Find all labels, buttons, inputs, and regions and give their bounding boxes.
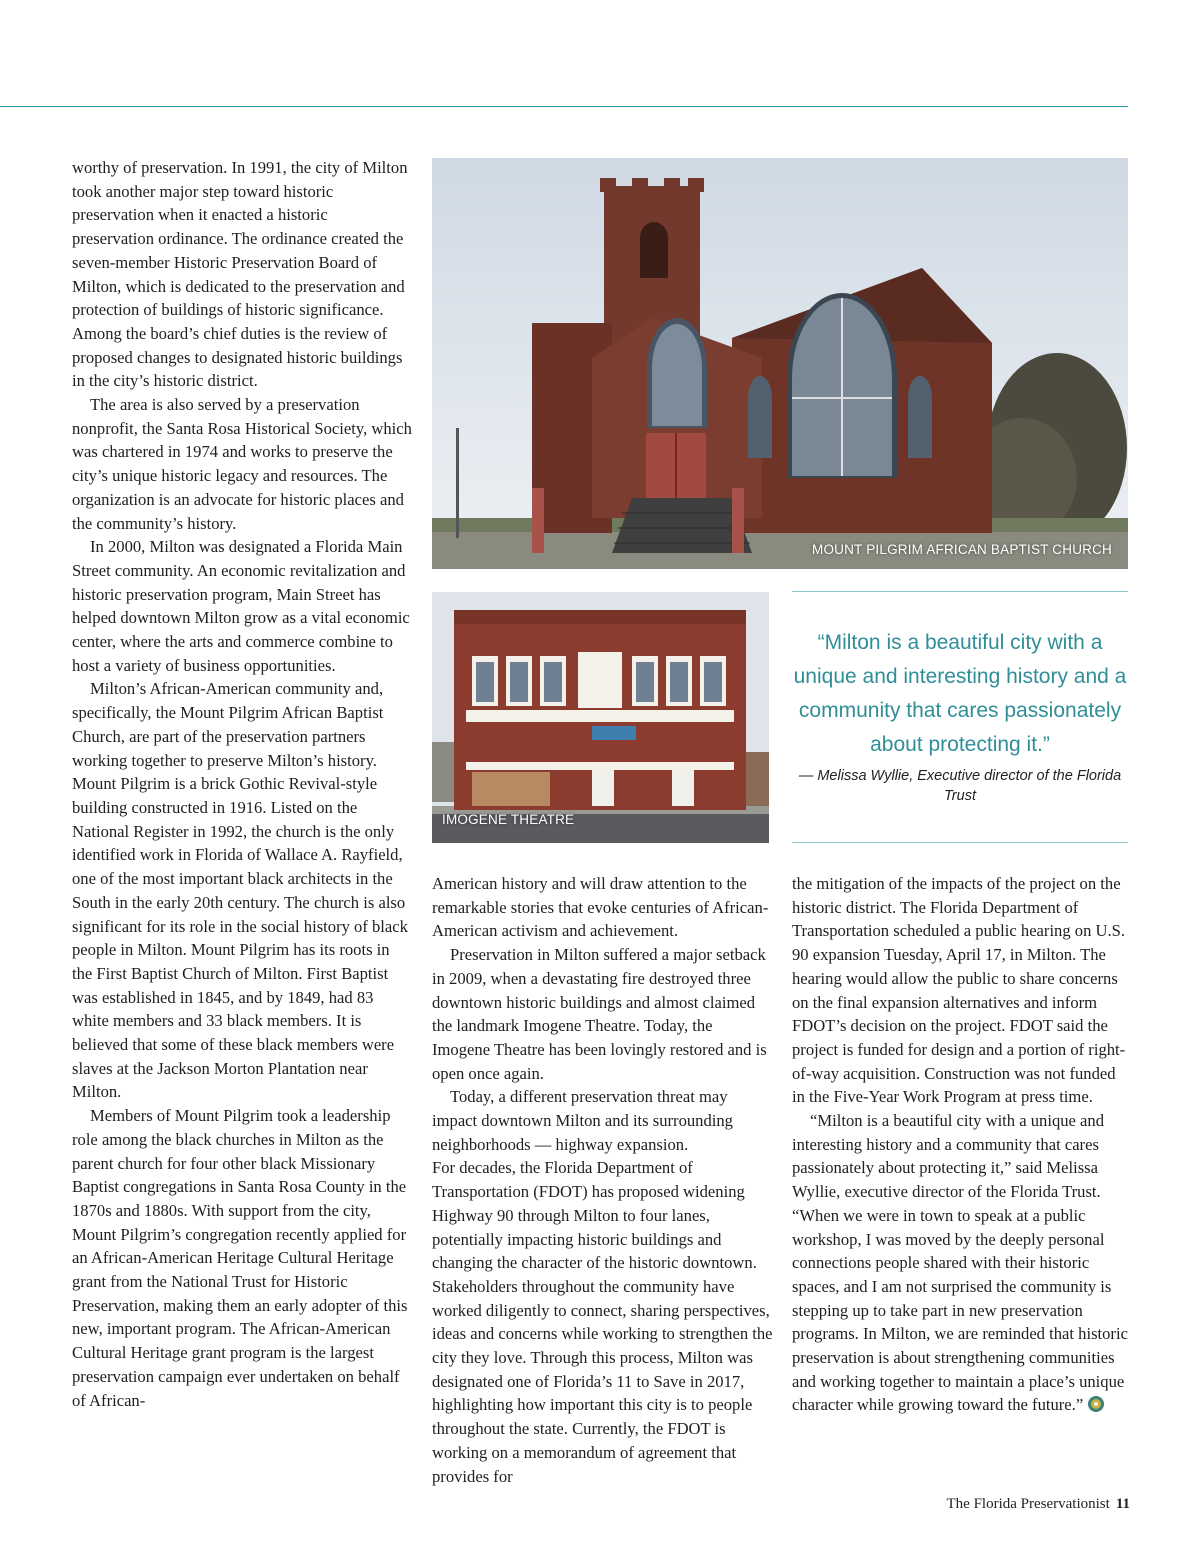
paragraph: The area is also served by a preservation nonprofit, the Santa Rosa Historical Society, which was chartered in 1974 and works to preserve the city’s unique historic legacy and resources. The organization is an advocate for historic places and the community’s history.: [72, 395, 412, 533]
page-number: 11: [1115, 1496, 1130, 1512]
paragraph: worthy of preservation. In 1991, the city of Milton took another major step toward historic preservation when it enacted a historic preservation ordinance. The ordinance created the seven-member Historic Preservation Board of Milton, which is dedicated to the preservation and protection of buildings of historic significance. Among the board’s chief duties is the review of proposed changes to designated historic buildings in the city’s historic district.: [72, 158, 408, 391]
quote-attribution: — Melissa Wyllie, Executive director of the Florida Trust: [798, 768, 1122, 804]
body-column-3: [792, 872, 1130, 1417]
paragraph: Members of Mount Pilgrim took a leadership role among the black churches in Milton as the parent church for four other black Missionary Baptist congregations in Santa Rosa County in the 1870s and 1880s. With support from the city, Mount Pilgrim’s congregation recently applied for an African-American Heritage Cultural Heritage grant from the National Trust for Historic Preservation, making them an early adopter of this new, important program. The African-American Cultural Heritage grant program is the largest preservation campaign ever undertaken on behalf of African-: [72, 1106, 408, 1410]
theatre-photo: [432, 592, 769, 843]
quote-top-rule: [792, 591, 1128, 592]
quote-bottom-rule: [792, 842, 1128, 843]
pull-quote: “Milton is a beautiful city with a unique and interesting history and a community that cares passionately about protecting it.”: [793, 631, 1127, 756]
closing-quote-text: “Milton is a beautiful city with a unique and interesting history and a community that cares passionately about protecting it,” said Melissa Wyllie, executive director of the Florida Trust. “When we were in town to speak at a public workshop, I was moved by the deeply personal connections people shared with their historic spaces, and I am not surprised the community is stepping up to take part in new preservation programs. In Milton, we are reminded that historic preservation is about strengthening communities and working together to maintain a place’s unique character while growing toward the future.”: [792, 1111, 1128, 1415]
body-column-1: [72, 156, 412, 1412]
church-photo: [432, 158, 1128, 569]
theatre-caption: IMOGENE THEATRE: [442, 812, 575, 827]
paragraph: For decades, the Florida Department of Transportation (FDOT) has proposed widening Highway 90 through Milton to four lanes, potentially impacting historic buildings and changing the character of the historic downtown. Stakeholders throughout the community have worked diligently to connect, sharing perspectives, ideas and concerns while working to strengthen the city they love. Through this process, Milton was designated one of Florida’s 11 to Save in 2017, highlighting how important this city is to people throughout the state. Currently, the FDOT is working on a memorandum of agreement that provides for: [432, 1158, 773, 1486]
paragraph: Milton’s African-American community and, specifically, the Mount Pilgrim African Baptist Church, are part of the preservation partners working together to preserve Milton’s history. Mount Pilgrim is a brick Gothic Revival-style building constructed in 1916. Listed on the National Register in 1992, the church is the only identified work in Florida of Wallace A. Rayfield, one of the most important black architects in the South in the early 20th century. The church is also significant for its role in the social history of black people in Milton. Mount Pilgrim has its roots in the First Baptist Church of Milton. First Baptist was established in 1845, and by 1849, had 83 white members and 33 black members. It is believed that some of these black members were slaves at the Jackson Morton Plantation near Milton.: [72, 679, 408, 1102]
body-column-2: [432, 872, 774, 1488]
paragraph: Preservation in Milton suffered a major setback in 2009, when a devastating fire destroyed three downtown historic buildings and almost claimed the landmark Imogene Theatre. Today, the Imogene Theatre has been lovingly restored and is open once again.: [432, 945, 767, 1083]
header-rule: [0, 106, 1128, 107]
end-mark-icon: [1087, 1395, 1105, 1413]
publication-name: The Florida Preservationist: [946, 1496, 1110, 1512]
paragraph: In 2000, Milton was designated a Florida Main Street community. An economic revitalization and historic preservation program, Main Street has helped downtown Milton grow as a vital economic center, where the arts and commerce combine to host a variety of business opportunities.: [72, 537, 410, 675]
paragraph: Today, a different preservation threat may impact downtown Milton and its surrounding neighborhoods — highway expansion.: [432, 1087, 733, 1154]
paragraph: American history and will draw attention to the remarkable stories that evoke centuries of African-American activism and achievement.: [432, 874, 769, 941]
church-caption: MOUNT PILGRIM AFRICAN BAPTIST CHURCH: [812, 542, 1112, 557]
page-footer: [947, 1496, 1131, 1513]
paragraph: [792, 1109, 1130, 1417]
paragraph: the mitigation of the impacts of the project on the historic district. The Florida Department of Transportation scheduled a public hearing on U.S. 90 expansion Tuesday, April 17, in Milton. The hearing would allow the public to share concerns on the final expansion alternatives and inform FDOT’s decision on the project. FDOT said the project is funded for design and a portion of right-of-way acquisition. Construction was not funded in the Five-Year Work Program at press time.: [792, 874, 1126, 1107]
